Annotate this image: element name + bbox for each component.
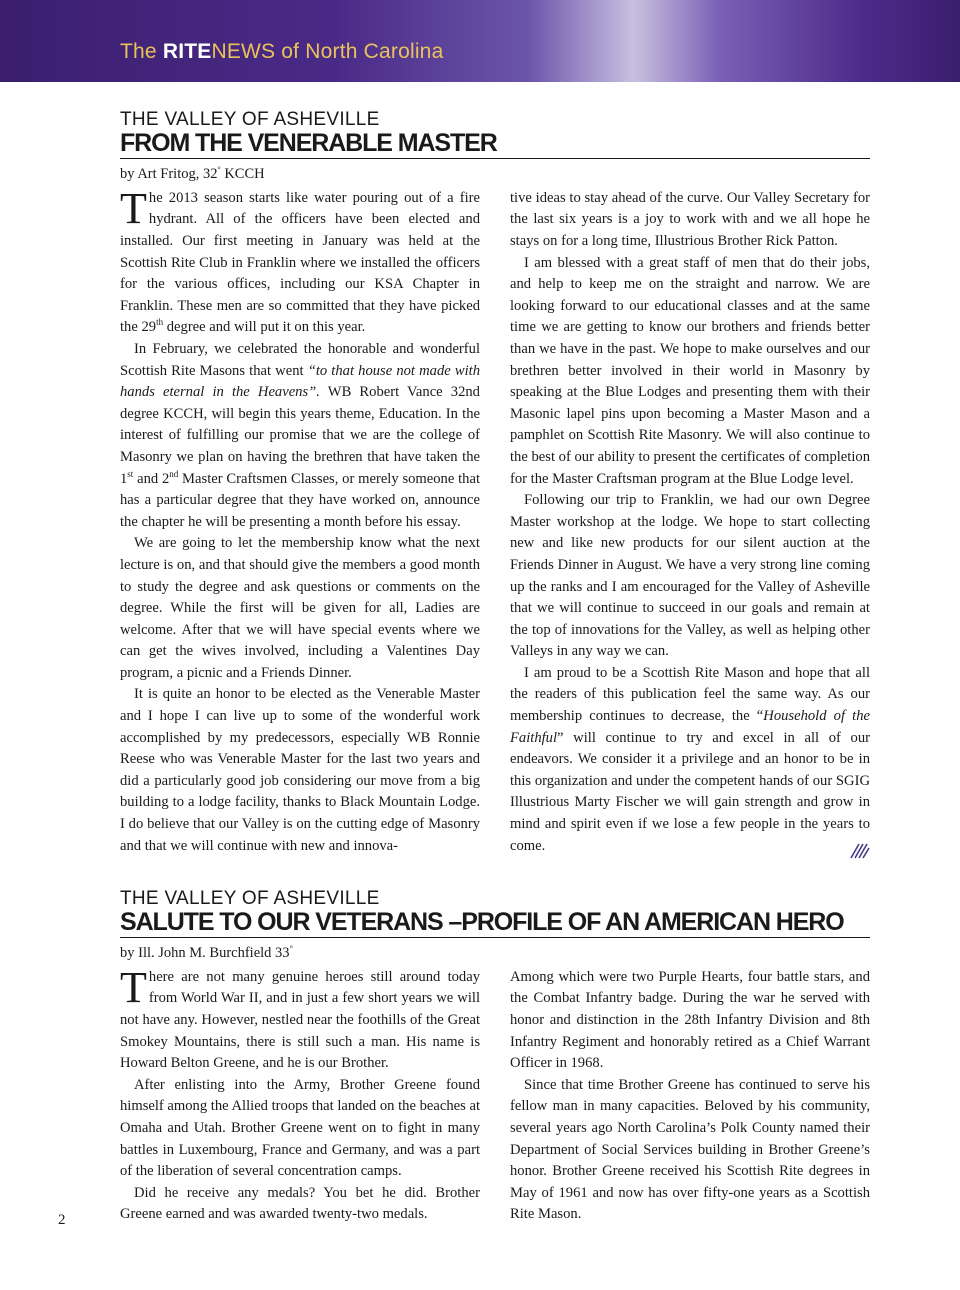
column-left [120, 962, 480, 1226]
paragraph: Following our trip to Franklin, we had our own Degree Master workshop at the lodge. We hope to start collecting new and like new products for our silent auction at the Friends Dinner in August. We have a very strong line coming up the ranks and I am encouraged for the Valley of Asheville that we will continue to succeed in our goals and remain at the top of innovations for the Valley, as well as helping other Valleys in any way we can. [510, 492, 870, 660]
column-left [120, 183, 480, 857]
paragraph: After enlisting into the Army, Brother Greene found himself among the Allied troops that landed on the beaches at Omaha and Utah. Brother Greene went on to fight in many battles in Luxembourg, France and Germany, and was a part of the liberation of several concentration camps. [120, 1076, 480, 1180]
masthead-banner [0, 0, 960, 82]
paragraph: tive ideas to stay ahead of the curve. Our Valley Secretary for the last six years is a joy to work with and we all hope he stays on for a long time, Illustrious Brother Rick Patton. [510, 189, 870, 250]
drop-cap: T [120, 183, 147, 233]
paragraph: Since that time Brother Greene has continued to serve his fellow man in many capacities. Beloved by his community, several years ago North Carolina’s Polk County named their Department of Social Services building in Brother Greene’s honor. Brother Greene received his Scottish Rite degrees in May of 1961 and now has over fifty-one years as a Scottish Rite Mason. [510, 1076, 870, 1223]
paragraph: We are going to let the membership know what the next lecture is on, and that should give the members a good month to study the degree and ask questions or comments on the degree. While the first will be given for all, Ladies are welcome. After that we will have special events where we can get the wives involved, including a Valentines Day program, a picnic and a Friends Dinner. [120, 535, 480, 681]
article-byline: by Art Fritog, 32° KCCH [120, 165, 265, 182]
paragraph: In February, we celebrated the honorable and wonderful Scottish Rite Masons that went “to that house not made with hands eternal in the Heavens”. WB Robert Vance 32nd degree KCCH, will begin this years theme, Education. In the interest of fulfilling our promise that we are the college of Masonry we plan on having the brethren that have taken the 1st and 2nd Master Craftsmen Classes, or merely someone that has a particular degree that they have worked on, announce the chapter he will be presenting a month before his essay. [120, 340, 480, 530]
article-byline: by Ill. John M. Burchfield 33° [120, 944, 293, 961]
article-headline: FROM THE VENERABLE MASTER [120, 130, 870, 159]
end-of-article-icon [850, 843, 870, 859]
paragraph: The 2013 season starts like water pouring out of a fire hydrant. All of the officers have been elected and installed. Our first meeting in January was held at the Scottish Rite Club in Franklin where we installed the officers for the various offices, including our KSA Chapter in Franklin. These men are so committed that they have picked the 29th degree and will put it on this year. [120, 183, 480, 336]
publication-title: The RITENEWS of North Carolina [120, 40, 444, 63]
drop-cap: T [120, 962, 147, 1012]
article-salute-veterans [120, 889, 870, 1226]
article-venerable-master [120, 110, 870, 857]
column-right [510, 188, 870, 857]
article-kicker: THE VALLEY OF ASHEVILLE [120, 888, 380, 909]
article-headline: SALUTE TO OUR VETERANS –PROFILE OF AN AMERICAN HERO [120, 909, 870, 938]
article-columns [120, 183, 870, 857]
paragraph: It is quite an honor to be elected as the Venerable Master and I hope I can live up to some of the wonderful work accomplished by my predecessors, especially WB Ronnie Reese who was Venerable Master for the last two years and did a particularly good job considering our move from a big building to a lodge facility, thanks to Black Mountain Lodge. I do believe that our Valley is on the cutting edge of Masonry and that we will continue with new and innova- [120, 686, 480, 854]
article-columns [120, 962, 870, 1226]
paragraph: I am proud to be a Scottish Rite Mason and hope that all the readers of this publication feel the same way. As our membership continues to decrease, the “Household of the Faithful” will continue to try and excel in all of our endeavors. We consider it a privilege and an honor to be in this organization and under the competent hands of our SGIG Illustrious Marty Fischer we will gain strength and grow in mind and spirit even if we lose a few people in the years to come. [510, 664, 870, 854]
paragraph: Among which were two Purple Hearts, four battle stars, and the Combat Infantry badge. During the war he served with honor and distinction in the 28th Infantry Division and 8th Infantry Regiment and honorably retired as a Chief Warrant Officer in 1968. [510, 968, 870, 1072]
paragraph: There are not many genuine heroes still around today from World War II, and in just a few short years we will not have any. However, nestled near the foothills of the Great Smokey Mountains, there is still such a man. His name is Howard Belton Greene, and he is our Brother. [120, 962, 480, 1072]
paragraph: Did he receive any medals? You bet he did. Brother Greene earned and was awarded twenty-two medals. [120, 1184, 480, 1223]
column-right [510, 967, 870, 1226]
article-kicker: THE VALLEY OF ASHEVILLE [120, 109, 380, 130]
page-number: 2 [58, 1212, 66, 1228]
paragraph: I am blessed with a great staff of men that do their jobs, and help to keep me on the straight and narrow. We are looking forward to our educational classes and at the same time we are getting to know our brothers and friends better than we have in the past. We hope to make ourselves and our brethren better involved in their world in Masonry by speaking at the Blue Lodges and presenting them with their Masonic lapel pins upon becoming a Master Mason and a pamphlet on Scottish Rite Masonry. We will also continue to the best of our ability to present the certificates of completion for the Master Craftsman program at the Blue Lodge level. [510, 254, 870, 487]
